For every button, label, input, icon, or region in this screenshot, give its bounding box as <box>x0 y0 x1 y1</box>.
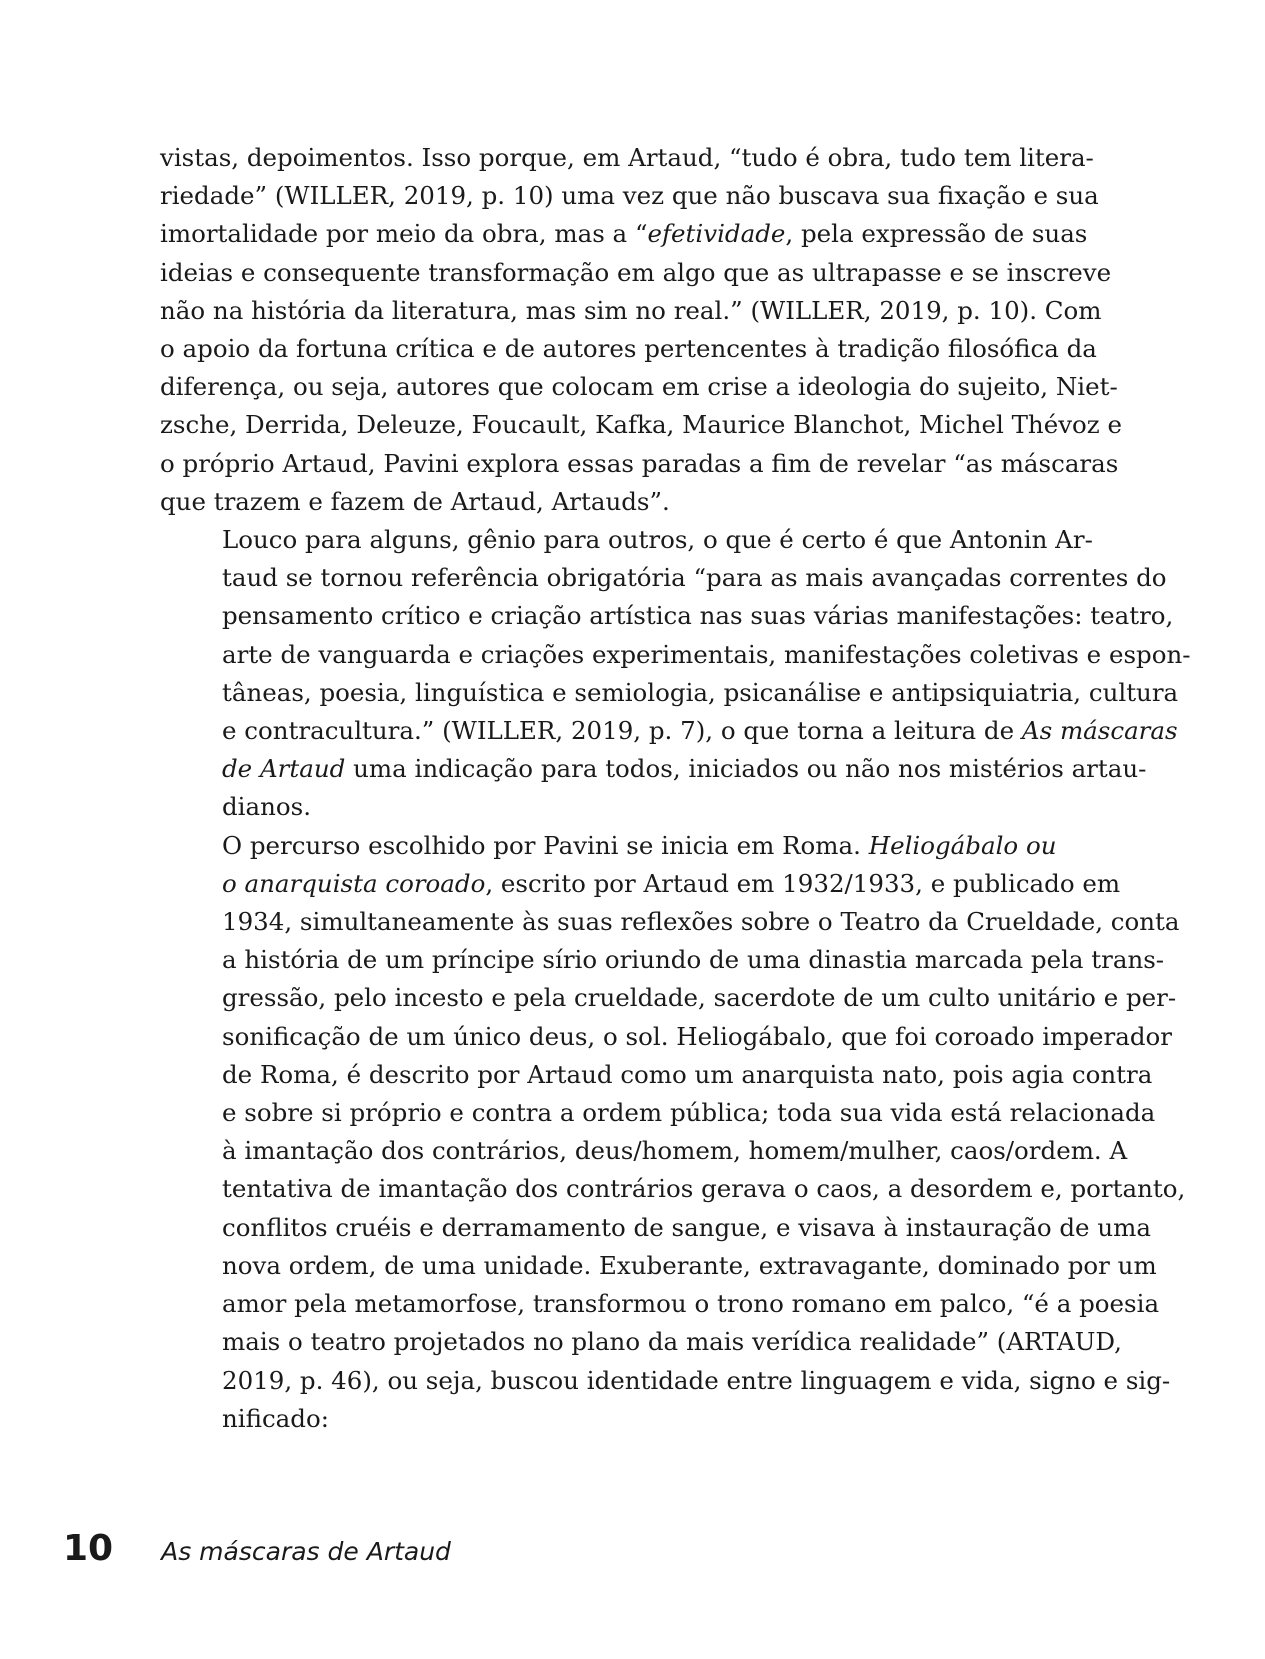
text-line <box>160 1362 1171 1400</box>
italic-text-run: efetividade <box>647 219 786 249</box>
text-line <box>160 292 1102 330</box>
text-run: mais o teatro projetados no plano da mais verídica realidade” (ARTAUD, <box>222 1327 1122 1357</box>
italic-text-run: o anarquista coroado <box>222 868 486 898</box>
text-run: que trazem e fazem de Artaud, Artauds”. <box>160 486 670 516</box>
text-line <box>160 712 1178 750</box>
text-line <box>160 979 1177 1017</box>
text-run: sonificação de um único deus, o sol. Heliogábalo, que foi coroado imperador <box>222 1021 1172 1051</box>
page-footer <box>63 1528 451 1588</box>
text-run: , escrito por Artaud em 1932/1933, e publicado em <box>485 868 1121 898</box>
text-line <box>160 941 1165 979</box>
text-run: não na história da literatura, mas sim no real.” (WILLER, 2019, p. 10). Com <box>160 295 1102 325</box>
text-line <box>160 1056 1153 1094</box>
text-run: 2019, p. 46), ou seja, buscou identidade entre linguagem e vida, signo e sig- <box>222 1365 1171 1395</box>
text-run: 1934, simultaneamente às suas reflexões sobre o Teatro da Crueldade, conta <box>222 907 1180 937</box>
text-line <box>160 865 1121 903</box>
text-line <box>160 1209 1151 1247</box>
text-run: gressão, pelo incesto e pela crueldade, sacerdote de um culto unitário e per- <box>222 983 1177 1013</box>
text-line <box>160 788 1039 826</box>
text-run: taud se tornou referência obrigatória “para as mais avançadas correntes do <box>222 563 1167 593</box>
text-run: e sobre si próprio e contra a ordem pública; toda sua vida está relacionada <box>222 1098 1156 1128</box>
text-run: o apoio da fortuna crítica e de autores pertencentes à tradição filosófica da <box>160 334 1097 364</box>
text-line <box>160 1323 1122 1361</box>
text-run: amor pela metamorfose, transformou o trono romano em palco, “é a poesia <box>222 1289 1160 1319</box>
text-run: pensamento crítico e criação artística nas suas várias manifestações: teatro, <box>222 601 1174 631</box>
text-line <box>160 406 1122 444</box>
italic-text-run: de Artaud <box>222 754 346 784</box>
text-line <box>160 330 1097 368</box>
text-run: de Roma, é descrito por Artaud como um anarquista nato, pois agia contra <box>222 1059 1153 1089</box>
text-line <box>160 750 1147 788</box>
text-run: ideias e consequente transformação em algo que as ultrapasse e se inscreve <box>160 257 1112 287</box>
text-line <box>160 368 1118 406</box>
text-line <box>160 1247 1157 1285</box>
text-run: uma indicação para todos, iniciados ou não nos mistérios artau- <box>345 754 1147 784</box>
text-line <box>160 559 1167 597</box>
text-line <box>160 1400 1039 1438</box>
text-run: tâneas, poesia, linguística e semiologia, psicanálise e antipsiquiatria, cultura <box>222 677 1179 707</box>
text-run: tentativa de imantação dos contrários gerava o caos, a desordem e, portanto, <box>222 1174 1186 1204</box>
text-run: dianos. <box>222 792 312 822</box>
text-run: nova ordem, de uma unidade. Exuberante, extravagante, dominado por um <box>222 1250 1157 1280</box>
running-title: As máscaras de Artaud <box>161 1537 451 1566</box>
text-run: nificado: <box>222 1403 329 1433</box>
text-run: arte de vanguarda e criações experimentais, manifestações coletivas e espon- <box>222 639 1191 669</box>
text-line <box>160 674 1179 712</box>
text-line <box>160 215 1088 253</box>
text-run: Louco para alguns, gênio para outros, o que é certo é que Antonin Ar- <box>222 525 1093 555</box>
text-line <box>160 521 1093 559</box>
text-run: a história de um príncipe sírio oriundo de uma dinastia marcada pela trans- <box>222 945 1165 975</box>
text-run: imortalidade por meio da obra, mas a “ <box>160 219 648 249</box>
text-run: zsche, Derrida, Deleuze, Foucault, Kafka, Maurice Blanchot, Michel Thévoz e <box>160 410 1122 440</box>
italic-text-run: As máscaras <box>1021 716 1178 746</box>
page-number: 10 <box>63 1528 114 1569</box>
text-line <box>160 1132 1128 1170</box>
text-run: O percurso escolhido por Pavini se inicia em Roma. <box>222 830 869 860</box>
italic-text-run: Heliogábalo ou <box>868 830 1057 860</box>
paragraph <box>160 521 1191 827</box>
paragraph <box>160 139 1122 521</box>
text-line <box>160 483 1039 521</box>
text-line <box>160 1170 1186 1208</box>
text-line <box>160 445 1119 483</box>
text-line <box>160 1018 1172 1056</box>
text-line <box>160 254 1112 292</box>
text-line <box>160 597 1174 635</box>
text-line <box>160 1285 1160 1323</box>
text-line <box>160 1094 1156 1132</box>
text-run: riedade” (WILLER, 2019, p. 10) uma vez que não buscava sua fixação e sua <box>160 181 1099 211</box>
text-run: , pela expressão de suas <box>785 219 1088 249</box>
text-run: conflitos cruéis e derramamento de sangue, e visava à instauração de uma <box>222 1212 1151 1242</box>
text-run: diferença, ou seja, autores que colocam em crise a ideologia do sujeito, Niet- <box>160 372 1118 402</box>
text-run: o próprio Artaud, Pavini explora essas paradas a fim de revelar “as máscaras <box>160 448 1119 478</box>
text-line <box>160 827 1057 865</box>
text-run: vistas, depoimentos. Isso porque, em Artaud, “tudo é obra, tudo tem litera- <box>160 143 1094 172</box>
text-line <box>160 903 1180 941</box>
text-line <box>160 177 1099 215</box>
text-line <box>160 139 1094 177</box>
text-run: e contracultura.” (WILLER, 2019, p. 7), o que torna a leitura de <box>222 716 1022 746</box>
body-text <box>160 139 1191 1438</box>
text-line <box>160 636 1191 674</box>
text-run: à imantação dos contrários, deus/homem, homem/mulher, caos/ordem. A <box>222 1136 1128 1166</box>
paragraph <box>160 827 1186 1438</box>
